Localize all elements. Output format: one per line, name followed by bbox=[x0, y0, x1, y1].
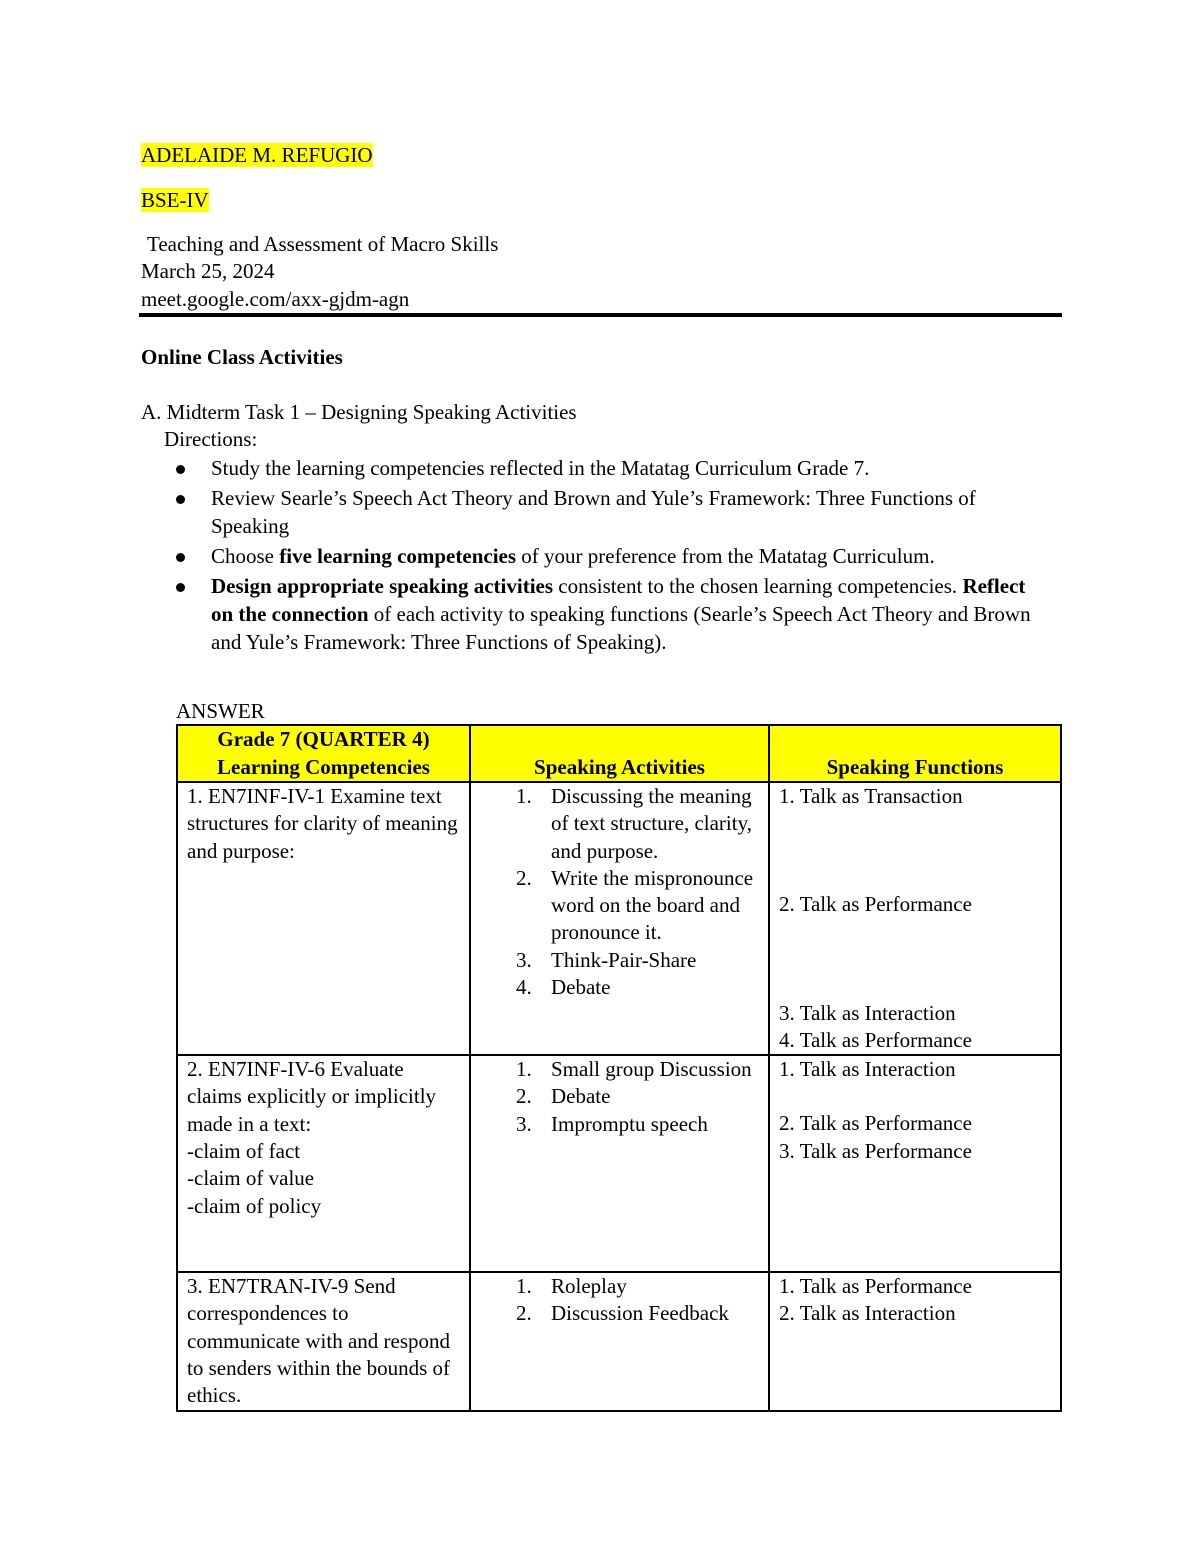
function-item: 3. Talk as Interaction bbox=[779, 1000, 956, 1025]
student-name: ADELAIDE M. REFUGIO bbox=[141, 143, 373, 167]
activity-item: 2. Discussion Feedback bbox=[516, 1301, 729, 1326]
table-row bbox=[177, 1272, 1061, 1410]
function-item: 1. Talk as Transaction bbox=[779, 784, 963, 808]
function-item: 1. Talk as Performance bbox=[779, 1274, 972, 1299]
activity-item: 2. Debate bbox=[516, 1084, 611, 1109]
direction-item: Choose five learning competencies of your preference from the Matatag Curriculum. bbox=[171, 542, 1051, 570]
function-item: 2. Talk as Performance bbox=[779, 892, 972, 917]
header-divider bbox=[139, 313, 1062, 317]
activities-cell bbox=[470, 1055, 769, 1272]
functions-cell bbox=[769, 782, 1061, 1055]
functions-cell bbox=[769, 1055, 1061, 1272]
directions-label: Directions: bbox=[164, 427, 258, 451]
activity-item: 4. Debate bbox=[516, 975, 611, 1000]
bullet-icon bbox=[176, 495, 185, 504]
function-item: 2. Talk as Interaction bbox=[779, 1301, 956, 1326]
table-row bbox=[177, 1055, 1061, 1272]
header-activities: Speaking Activities bbox=[470, 725, 769, 782]
activity-item: 1. Small group Discussion bbox=[516, 1057, 752, 1082]
competency-cell: 1. EN7INF-IV-1 Examine text structures for clarity of meaning and purpose: bbox=[177, 782, 470, 1055]
activity-item: 1. Discussing the meaning of text structure, clarity, and purpose. bbox=[516, 784, 752, 863]
course-label: BSE-IV bbox=[141, 188, 209, 212]
section-title: Online Class Activities bbox=[141, 345, 343, 369]
activity-item: 3. Impromptu speech bbox=[516, 1111, 708, 1136]
function-item: 3. Talk as Performance bbox=[779, 1138, 972, 1163]
function-item: 1. Talk as Interaction bbox=[779, 1057, 956, 1082]
answer-table bbox=[176, 724, 1062, 1412]
competency-cell: 2. EN7INF-IV-6 Evaluate claims explicitly or implicitly made in a text: -claim of fact -claim of value -claim of policy bbox=[177, 1055, 470, 1272]
bullet-icon bbox=[176, 465, 185, 474]
direction-item: Design appropriate speaking activities consistent to the chosen learning competencies. Reflect on the connection of each activity to speaking functions (Searle’s Speech Act Theory and Brown and Yule’s Framework: Three Functions of Speaking). bbox=[171, 572, 1051, 656]
bullet-icon bbox=[176, 553, 185, 562]
activities-cell bbox=[470, 782, 769, 1055]
activity-item: 1. Roleplay bbox=[516, 1274, 627, 1299]
bullet-icon bbox=[176, 583, 185, 592]
directions-list bbox=[171, 454, 1051, 658]
subject-title: Teaching and Assessment of Macro Skills bbox=[147, 232, 499, 256]
function-item: 4. Talk as Performance bbox=[779, 1027, 972, 1052]
activity-item: 3. Think-Pair-Share bbox=[516, 947, 697, 972]
header-competencies: Grade 7 (QUARTER 4) Learning Competencies bbox=[177, 725, 470, 782]
activities-cell bbox=[470, 1272, 769, 1410]
date: March 25, 2024 bbox=[141, 259, 275, 283]
direction-item: Review Searle’s Speech Act Theory and Brown and Yule’s Framework: Three Functions of Speaking bbox=[171, 484, 1051, 540]
table-row bbox=[177, 782, 1061, 1055]
answer-label: ANSWER bbox=[176, 699, 265, 723]
meet-link: meet.google.com/axx-gjdm-agn bbox=[141, 287, 410, 311]
task-title: A. Midterm Task 1 – Designing Speaking Activities bbox=[141, 400, 577, 424]
function-item: 2. Talk as Performance bbox=[779, 1111, 972, 1136]
table-header-row bbox=[177, 725, 1061, 782]
direction-item: Study the learning competencies reflected in the Matatag Curriculum Grade 7. bbox=[171, 454, 1051, 482]
activity-item: 2. Write the mispronounce word on the board and pronounce it. bbox=[516, 865, 754, 945]
header-functions: Speaking Functions bbox=[769, 725, 1061, 782]
functions-cell bbox=[769, 1272, 1061, 1410]
competency-cell: 3. EN7TRAN-IV-9 Send correspondences to communicate with and respond to senders within the bounds of ethics. bbox=[177, 1272, 470, 1410]
